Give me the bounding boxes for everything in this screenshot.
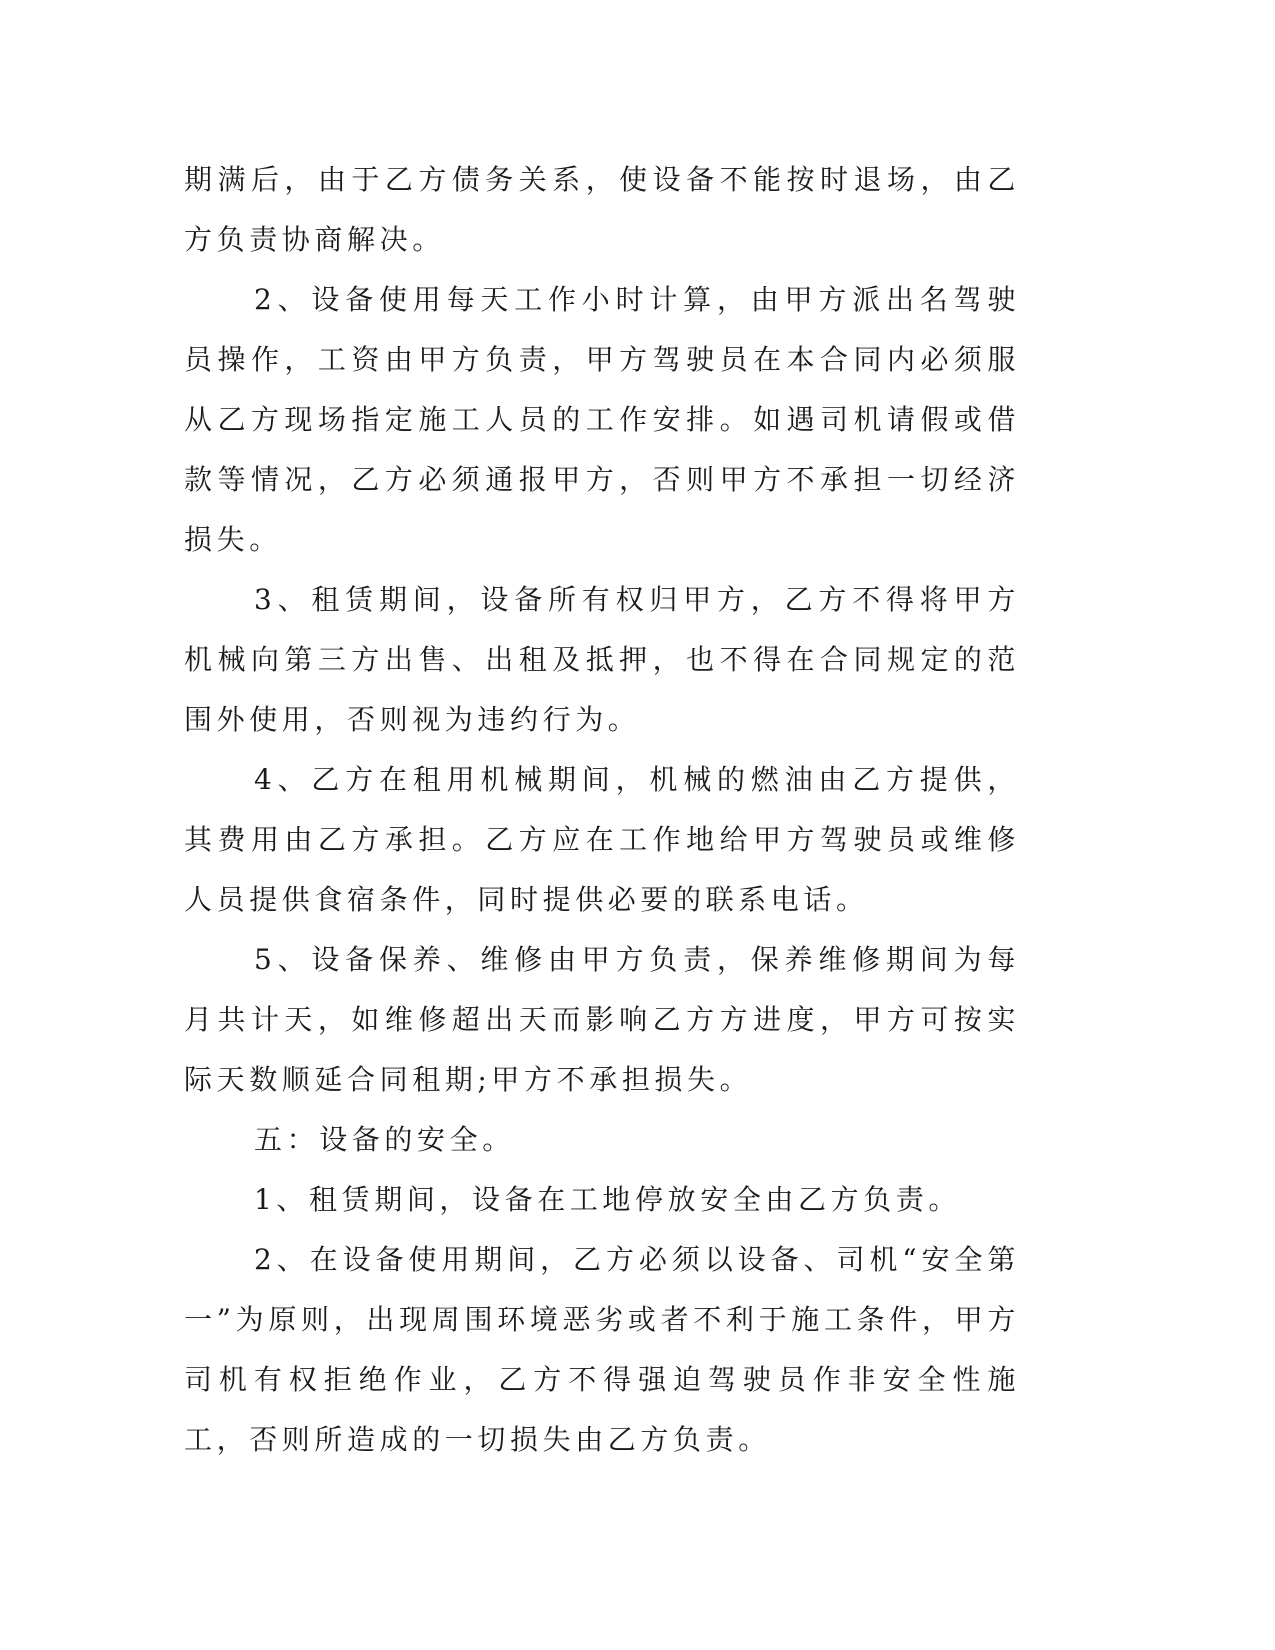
paragraph-safety-clause-1: 1、租赁期间，设备在工地停放安全由乙方负责。 xyxy=(254,1183,962,1216)
paragraph-clause-4: 4、乙方在租用机械期间，机械的燃油由乙方提供，其费用由乙方承担。乙方应在工作地给甲方驾驶员或维修人员提供食宿条件，同时提供必要的联系电话。 xyxy=(184,763,1020,916)
paragraph-clause-5: 5、设备保养、维修由甲方负责，保养维修期间为每月共计天，如维修超出天而影响乙方方进度，甲方可按实际天数顺延合同租期;甲方不承担损失。 xyxy=(184,943,1020,1096)
document-body xyxy=(184,150,1020,1470)
paragraph-safety-clause-2: 2、在设备使用期间，乙方必须以设备、司机“安全第一”为原则，出现周围环境恶劣或者不利于施工条件，甲方司机有权拒绝作业，乙方不得强迫驾驶员作非安全性施工，否则所造成的一切损失由乙方负责。 xyxy=(184,1243,1020,1456)
paragraph-clause-2: 2、设备使用每天工作小时计算，由甲方派出名驾驶员操作，工资由甲方负责，甲方驾驶员在本合同内必须服从乙方现场指定施工人员的工作安排。如遇司机请假或借款等情况，乙方必须通报甲方，否则甲方不承担一切经济损失。 xyxy=(184,283,1020,556)
paragraph-continuation: 期满后，由于乙方债务关系，使设备不能按时退场，由乙方负责协商解决。 xyxy=(184,163,1020,256)
paragraph-clause-3: 3、租赁期间，设备所有权归甲方，乙方不得将甲方机械向第三方出售、出租及抵押，也不得在合同规定的范围外使用，否则视为违约行为。 xyxy=(184,583,1020,736)
section-heading-equipment-safety: 五：设备的安全。 xyxy=(254,1123,515,1156)
